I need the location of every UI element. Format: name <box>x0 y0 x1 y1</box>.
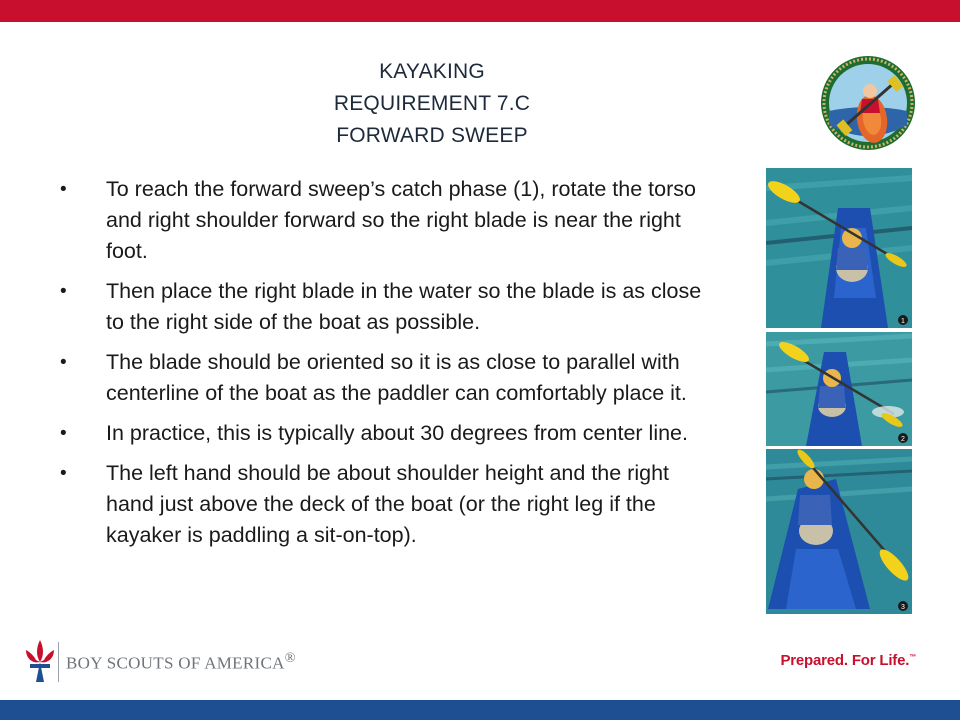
bullet-marker: • <box>60 281 67 302</box>
bullet-list <box>58 174 718 560</box>
kayak-photo-1 <box>766 168 912 328</box>
bullet-text: The blade should be oriented so it is as close to parallel with centerline of the boat as the paddler can comfortably place it. <box>106 350 687 405</box>
slide-title <box>282 56 582 152</box>
top-red-bar <box>0 0 960 22</box>
bullet-text: The left hand should be about shoulder height and the right hand just above the deck of the boat (or the right leg if the kayaker is paddling a sit-on-top). <box>106 461 669 547</box>
bottom-blue-bar <box>0 700 960 720</box>
photo-number: 1 <box>901 318 905 325</box>
title-line-1: KAYAKING <box>379 60 485 83</box>
org-name: BOY SCOUTS OF AMERICA® <box>66 650 296 673</box>
bullet-item <box>58 458 718 551</box>
bullet-marker: • <box>60 423 67 444</box>
title-line-2: REQUIREMENT 7.C <box>333 92 531 115</box>
bullet-text: In practice, this is typically about 30 degrees from center line. <box>106 421 688 445</box>
kayak-photo-3 <box>766 449 912 614</box>
title-line-3: FORWARD SWEEP <box>336 124 528 147</box>
tagline: Prepared. For Life.™ <box>780 652 916 669</box>
bullet-text: Then place the right blade in the water so the blade is as close to the right side of the boat as possible. <box>106 279 702 334</box>
bullet-item <box>58 347 718 409</box>
bullet-item <box>58 418 718 449</box>
logo-divider <box>58 642 59 682</box>
bullet-item <box>58 174 718 267</box>
kayak-photo-2 <box>766 332 912 446</box>
bullet-marker: • <box>60 179 67 200</box>
bullet-marker: • <box>60 352 67 373</box>
bullet-item <box>58 276 718 338</box>
photo-number: 2 <box>901 436 905 443</box>
bullet-marker: • <box>60 463 67 484</box>
trademark-mark: ™ <box>909 654 916 661</box>
kayaking-merit-badge-icon <box>820 55 916 151</box>
bullet-text: To reach the forward sweep’s catch phase (1), rotate the torso and right shoulder forward so the right blade is near the right foot. <box>106 177 696 263</box>
photo-number: 3 <box>901 604 905 611</box>
fleur-de-lis-logo-icon <box>22 638 72 686</box>
registered-mark: ® <box>284 650 296 666</box>
